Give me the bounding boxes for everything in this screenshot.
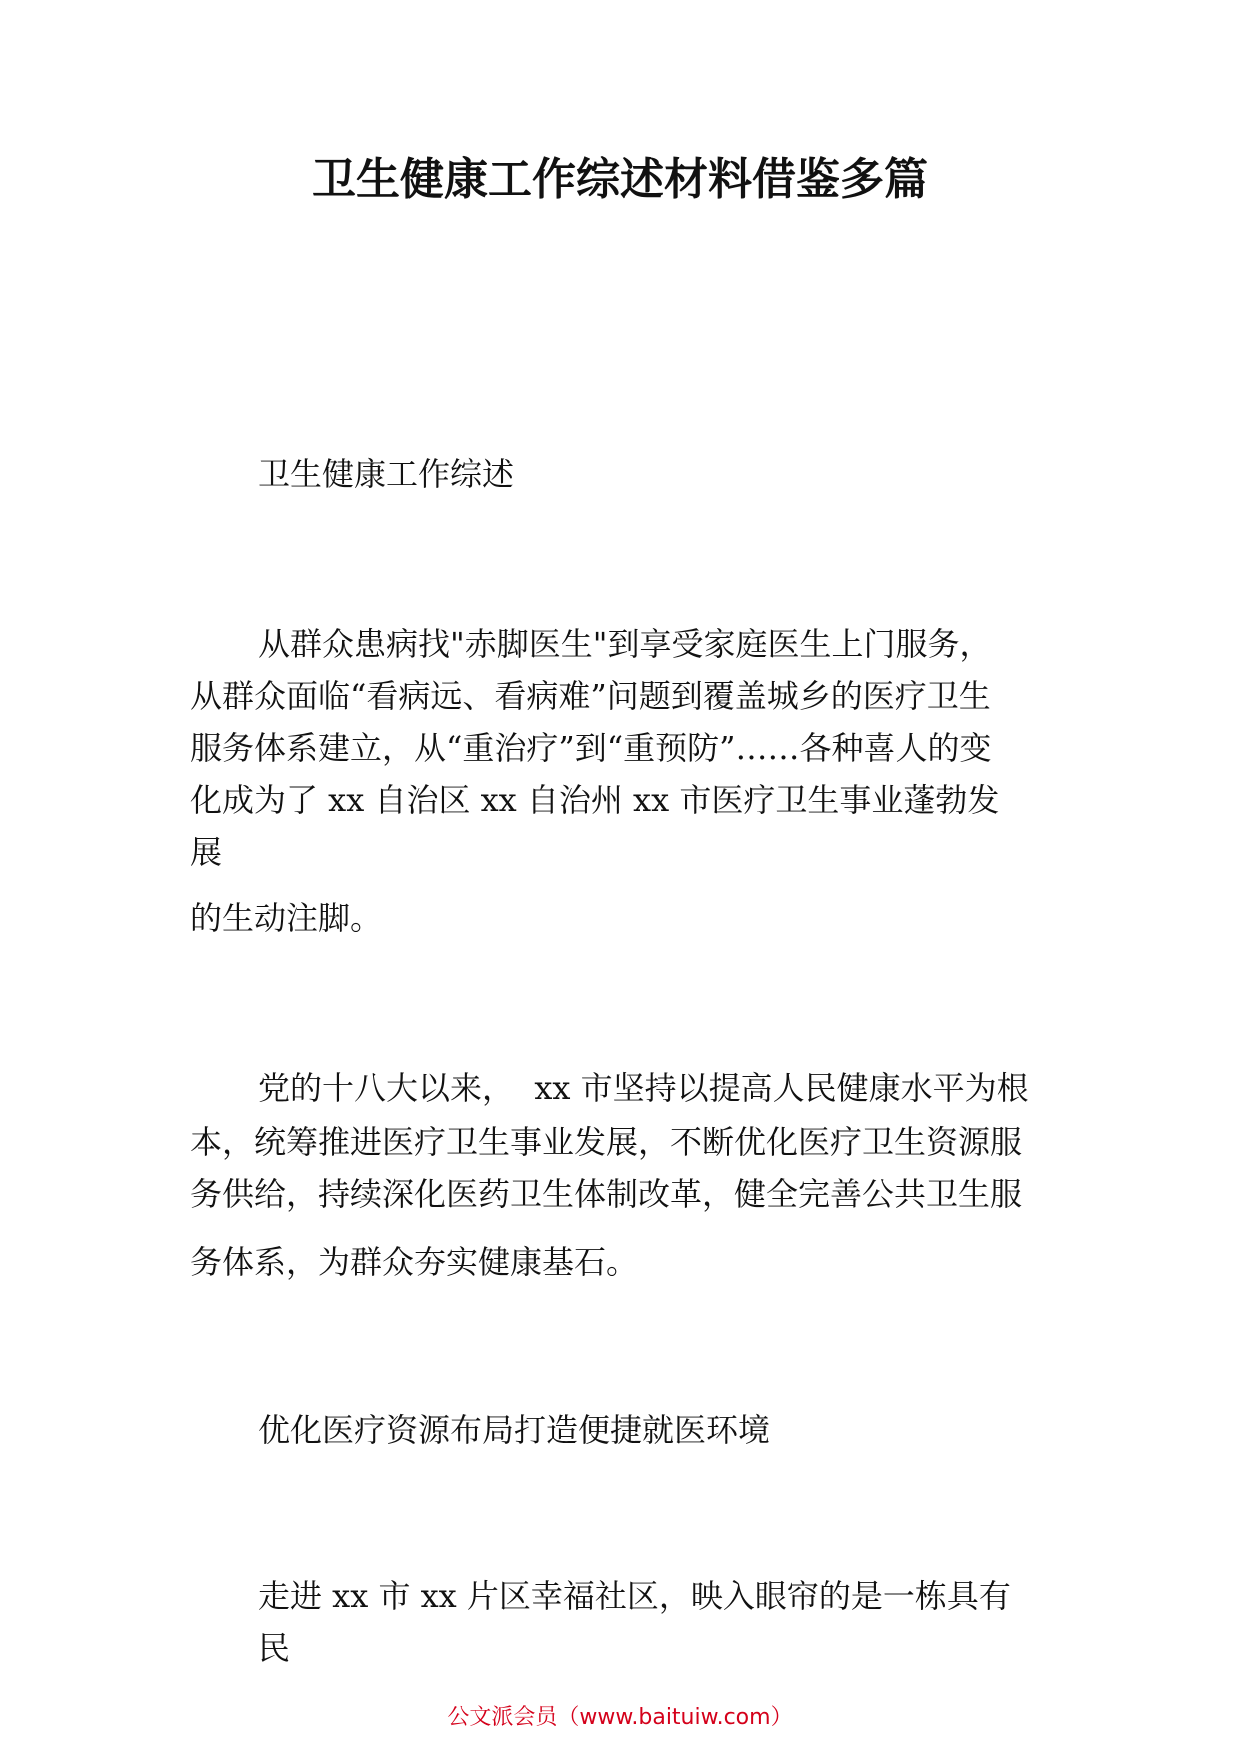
paragraph-1-line-5: 展 bbox=[190, 833, 223, 871]
section-heading: 卫生健康工作综述 bbox=[258, 455, 515, 493]
paragraph-2-line-3: 务供给，持续深化医药卫生体制改革，健全完善公共卫生服 bbox=[190, 1175, 1023, 1213]
paragraph-3-line-1: 走进 xx 市 xx 片区幸福社区，映入眼帘的是一栋具有 bbox=[258, 1577, 1011, 1615]
paragraph-2-line-2: 本，统筹推进医疗卫生事业发展，不断优化医疗卫生资源服 bbox=[190, 1123, 1023, 1161]
footer-watermark-text: 公文派会员（www.baituiw.com） bbox=[447, 1705, 793, 1730]
paragraph-2-line-1: 党的十八大以来， xx 市坚持以提高人民健康水平为根 bbox=[258, 1069, 1029, 1107]
document-title: 卫生健康工作综述材料借鉴多篇 bbox=[312, 154, 928, 205]
paragraph-1-line-1: 从群众患病找"赤脚医生"到享受家庭医生上门服务， bbox=[258, 625, 992, 663]
paragraph-1-line-3: 服务体系建立，从“重治疗”到“重预防”……各种喜人的变 bbox=[190, 729, 992, 767]
paragraph-1-line-4: 化成为了 xx 自治区 xx 自治州 xx 市医疗卫生事业蓬勃发 bbox=[190, 781, 1000, 819]
paragraph-1-line-6: 的生动注脚。 bbox=[190, 899, 383, 937]
paragraph-3-line-2: 民 bbox=[258, 1629, 291, 1667]
subheading: 优化医疗资源布局打造便捷就医环境 bbox=[258, 1411, 771, 1449]
paragraph-1-line-2: 从群众面临“看病远、看病难”问题到覆盖城乡的医疗卫生 bbox=[190, 677, 991, 715]
paragraph-2-line-4: 务体系，为群众夯实健康基石。 bbox=[190, 1243, 639, 1281]
